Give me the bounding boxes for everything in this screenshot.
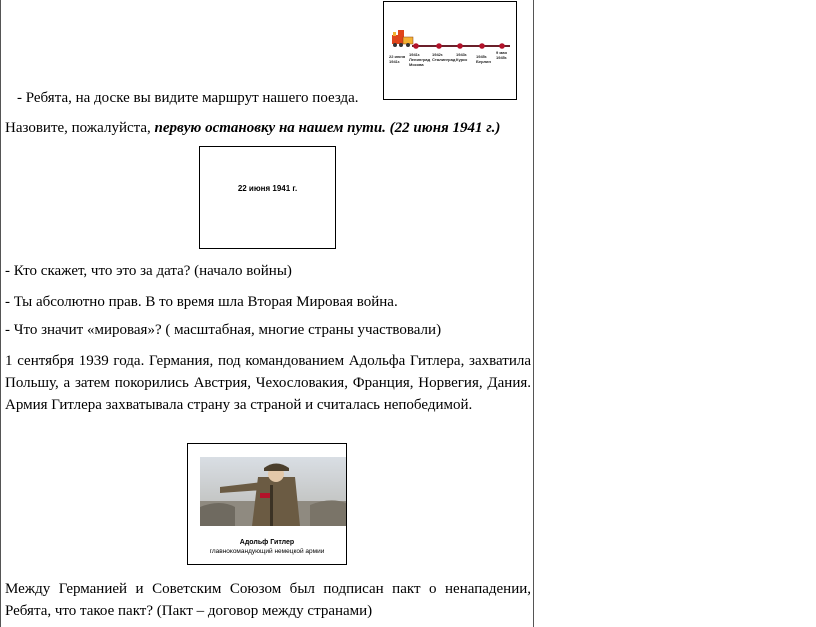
portrait-photo bbox=[200, 457, 346, 526]
date-slide-label: 22 июня 1941 г. bbox=[237, 184, 298, 193]
paragraph-route: - Ребята, на доске вы видите маршрут нашего поезда. bbox=[17, 90, 359, 106]
photo-caption-title: Адольф Гитлер bbox=[239, 539, 295, 546]
paragraph-first-stop-prefix: Назовите, пожалуйста, bbox=[5, 120, 155, 136]
paragraph-world-war: - Ты абсолютно прав. В то время шла Вторая Мировая война. bbox=[5, 294, 398, 310]
timeline-stop-dot bbox=[436, 43, 442, 49]
photo-slide bbox=[187, 443, 347, 565]
paragraph-pact: Между Германией и Советским Союзом был подписан пакт о ненападении, Ребята, что такое пакт? (Пакт – договор между странами) bbox=[5, 581, 531, 619]
paragraph-first-stop bbox=[5, 117, 531, 139]
stop-label-5: 1945г. Берлин bbox=[476, 54, 491, 64]
paragraph-question-date: - Кто скажет, что это за дата? (начало войны) bbox=[5, 263, 292, 279]
train-icon bbox=[392, 30, 413, 47]
date-slide bbox=[199, 146, 336, 249]
stop-label-4: 1943г. Курск bbox=[456, 52, 468, 62]
stop-label-3: 1942г. Сталинград bbox=[432, 52, 456, 62]
paragraph-first-stop-emphasis: первую остановку на нашем пути. (22 июня 1941 г.) bbox=[154, 120, 501, 136]
paragraph-history: 1 сентября 1939 года. Германия, под командованием Адольфа Гитлера, захватила Польшу, а затем покорились Австрия, Чехословакия, Франция, Норвегия, Дания. Армия Гитлера захватывала страну за страной и считалась непобедимой. bbox=[5, 353, 531, 413]
page-left-border bbox=[0, 0, 1, 627]
stop-label-1: 22 июня 1941г. bbox=[389, 54, 406, 64]
timeline-stop-dot bbox=[413, 43, 419, 49]
paragraph-question-world: - Что значит «мировая»? ( масштабная, многие страны участвовали) bbox=[5, 322, 442, 338]
timeline-stop-dot bbox=[499, 43, 505, 49]
stop-label-2: 1941г. Ленинград Москва bbox=[409, 52, 431, 67]
timeline-stop-dot bbox=[457, 43, 463, 49]
timeline-stop-dot bbox=[479, 43, 485, 49]
stop-label-6: 9 мая 1945г. bbox=[496, 50, 508, 60]
page-right-border bbox=[533, 0, 534, 627]
route-slide bbox=[383, 1, 517, 100]
photo-caption-subtitle: главнокомандующий немецкой армии bbox=[209, 548, 325, 555]
